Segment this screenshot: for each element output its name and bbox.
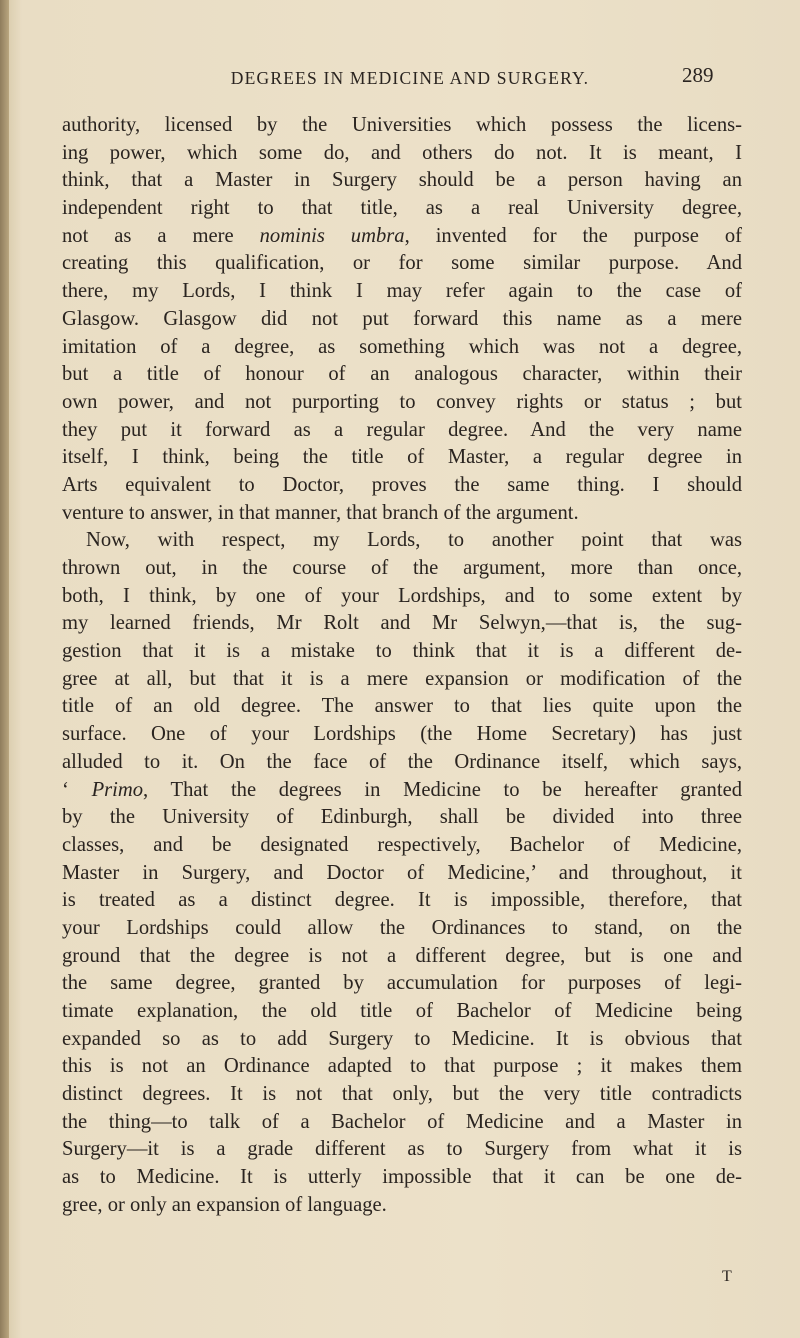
text-line: but a title of honour of an analogous character, within their (62, 363, 742, 386)
text-line: Arts equivalent to Doctor, proves the same thing. I should (62, 473, 742, 496)
text-line: imitation of a degree, as something which was not a degree, (62, 335, 742, 358)
text-line: title of an old degree. The answer to that lies quite upon the (62, 695, 742, 718)
text-line: gree at all, but that it is a mere expansion or modification of the (62, 667, 742, 690)
text-line: gestion that it is a mistake to think that it is a different de- (62, 640, 742, 663)
text-line: both, I think, by one of your Lordships, and to some extent by (62, 584, 742, 607)
body-text (62, 112, 742, 1220)
text-line: venture to answer, in that manner, that branch of the argument. (62, 501, 579, 524)
text-line: gree, or only an expansion of language. (62, 1193, 387, 1216)
text-line: ‘ Primo, That the degrees in Medicine to be hereafter granted (62, 778, 743, 801)
text-line: Glasgow. Glasgow did not put forward this name as a mere (62, 307, 742, 330)
text-line: independent right to that title, as a real University degree, (62, 197, 742, 220)
text-line: itself, I think, being the title of Master, a regular degree in (62, 446, 742, 469)
text-line: thrown out, in the course of the argument, more than once, (62, 557, 742, 579)
signature-mark: T (722, 1268, 732, 1285)
text-line: this is not an Ordinance adapted to that purpose ; it makes them (62, 1055, 742, 1078)
text-line: the thing—to talk of a Bachelor of Medicine and a Master in (62, 1110, 742, 1133)
text-line: is treated as a distinct degree. It is impossible, therefore, that (62, 889, 742, 912)
text-line: timate explanation, the old title of Bachelor of Medicine being (62, 1000, 742, 1022)
text-line: my learned friends, Mr Rolt and Mr Selwyn,—that is, the sug- (62, 612, 742, 635)
text-line: ing power, which some do, and others do not. It is meant, I (62, 141, 742, 164)
text-line: expanded so as to add Surgery to Medicine. It is obvious that (62, 1027, 742, 1050)
text-line: alluded to it. On the face of the Ordinance itself, which says, (62, 750, 742, 773)
text-line: they put it forward as a regular degree. And the very name (62, 418, 742, 441)
text-line: classes, and be designated respectively, Bachelor of Medicine, (62, 833, 742, 856)
running-head-title: DEGREES IN MEDICINE AND SURGERY. (230, 68, 590, 88)
text-line: by the University of Edinburgh, shall be divided into three (62, 806, 742, 829)
text-line: Surgery—it is a grade different as to Surgery from what it is (62, 1138, 742, 1161)
text-line: Now, with respect, my Lords, to another point that was (86, 529, 742, 552)
text-line: as to Medicine. It is utterly impossible that it can be one de- (62, 1166, 742, 1189)
text-line: own power, and not purporting to convey rights or status ; but (62, 390, 742, 413)
text-line: Master in Surgery, and Doctor of Medicine,’ and throughout, it (62, 861, 742, 884)
text-line: ground that the degree is not a different degree, but is one and (62, 944, 742, 967)
text-line: your Lordships could allow the Ordinances to stand, on the (62, 916, 742, 939)
page-gutter-shadow (0, 0, 9, 1338)
text-line: authority, licensed by the Universities which possess the licens- (62, 114, 742, 136)
text-line: surface. One of your Lordships (the Home Secretary) has just (62, 723, 742, 746)
text-line: creating this qualification, or for some similar purpose. And (62, 252, 742, 275)
page-number: 289 (682, 63, 714, 87)
text-line: not as a mere nominis umbra, invented for the purpose of (62, 224, 742, 247)
text-line: the same degree, granted by accumulation for purposes of legi- (62, 972, 742, 995)
text-line: distinct degrees. It is not that only, but the very title contradicts (62, 1083, 742, 1106)
text-line: there, my Lords, I think I may refer again to the case of (62, 280, 742, 303)
text-line: think, that a Master in Surgery should be a person having an (62, 169, 742, 192)
